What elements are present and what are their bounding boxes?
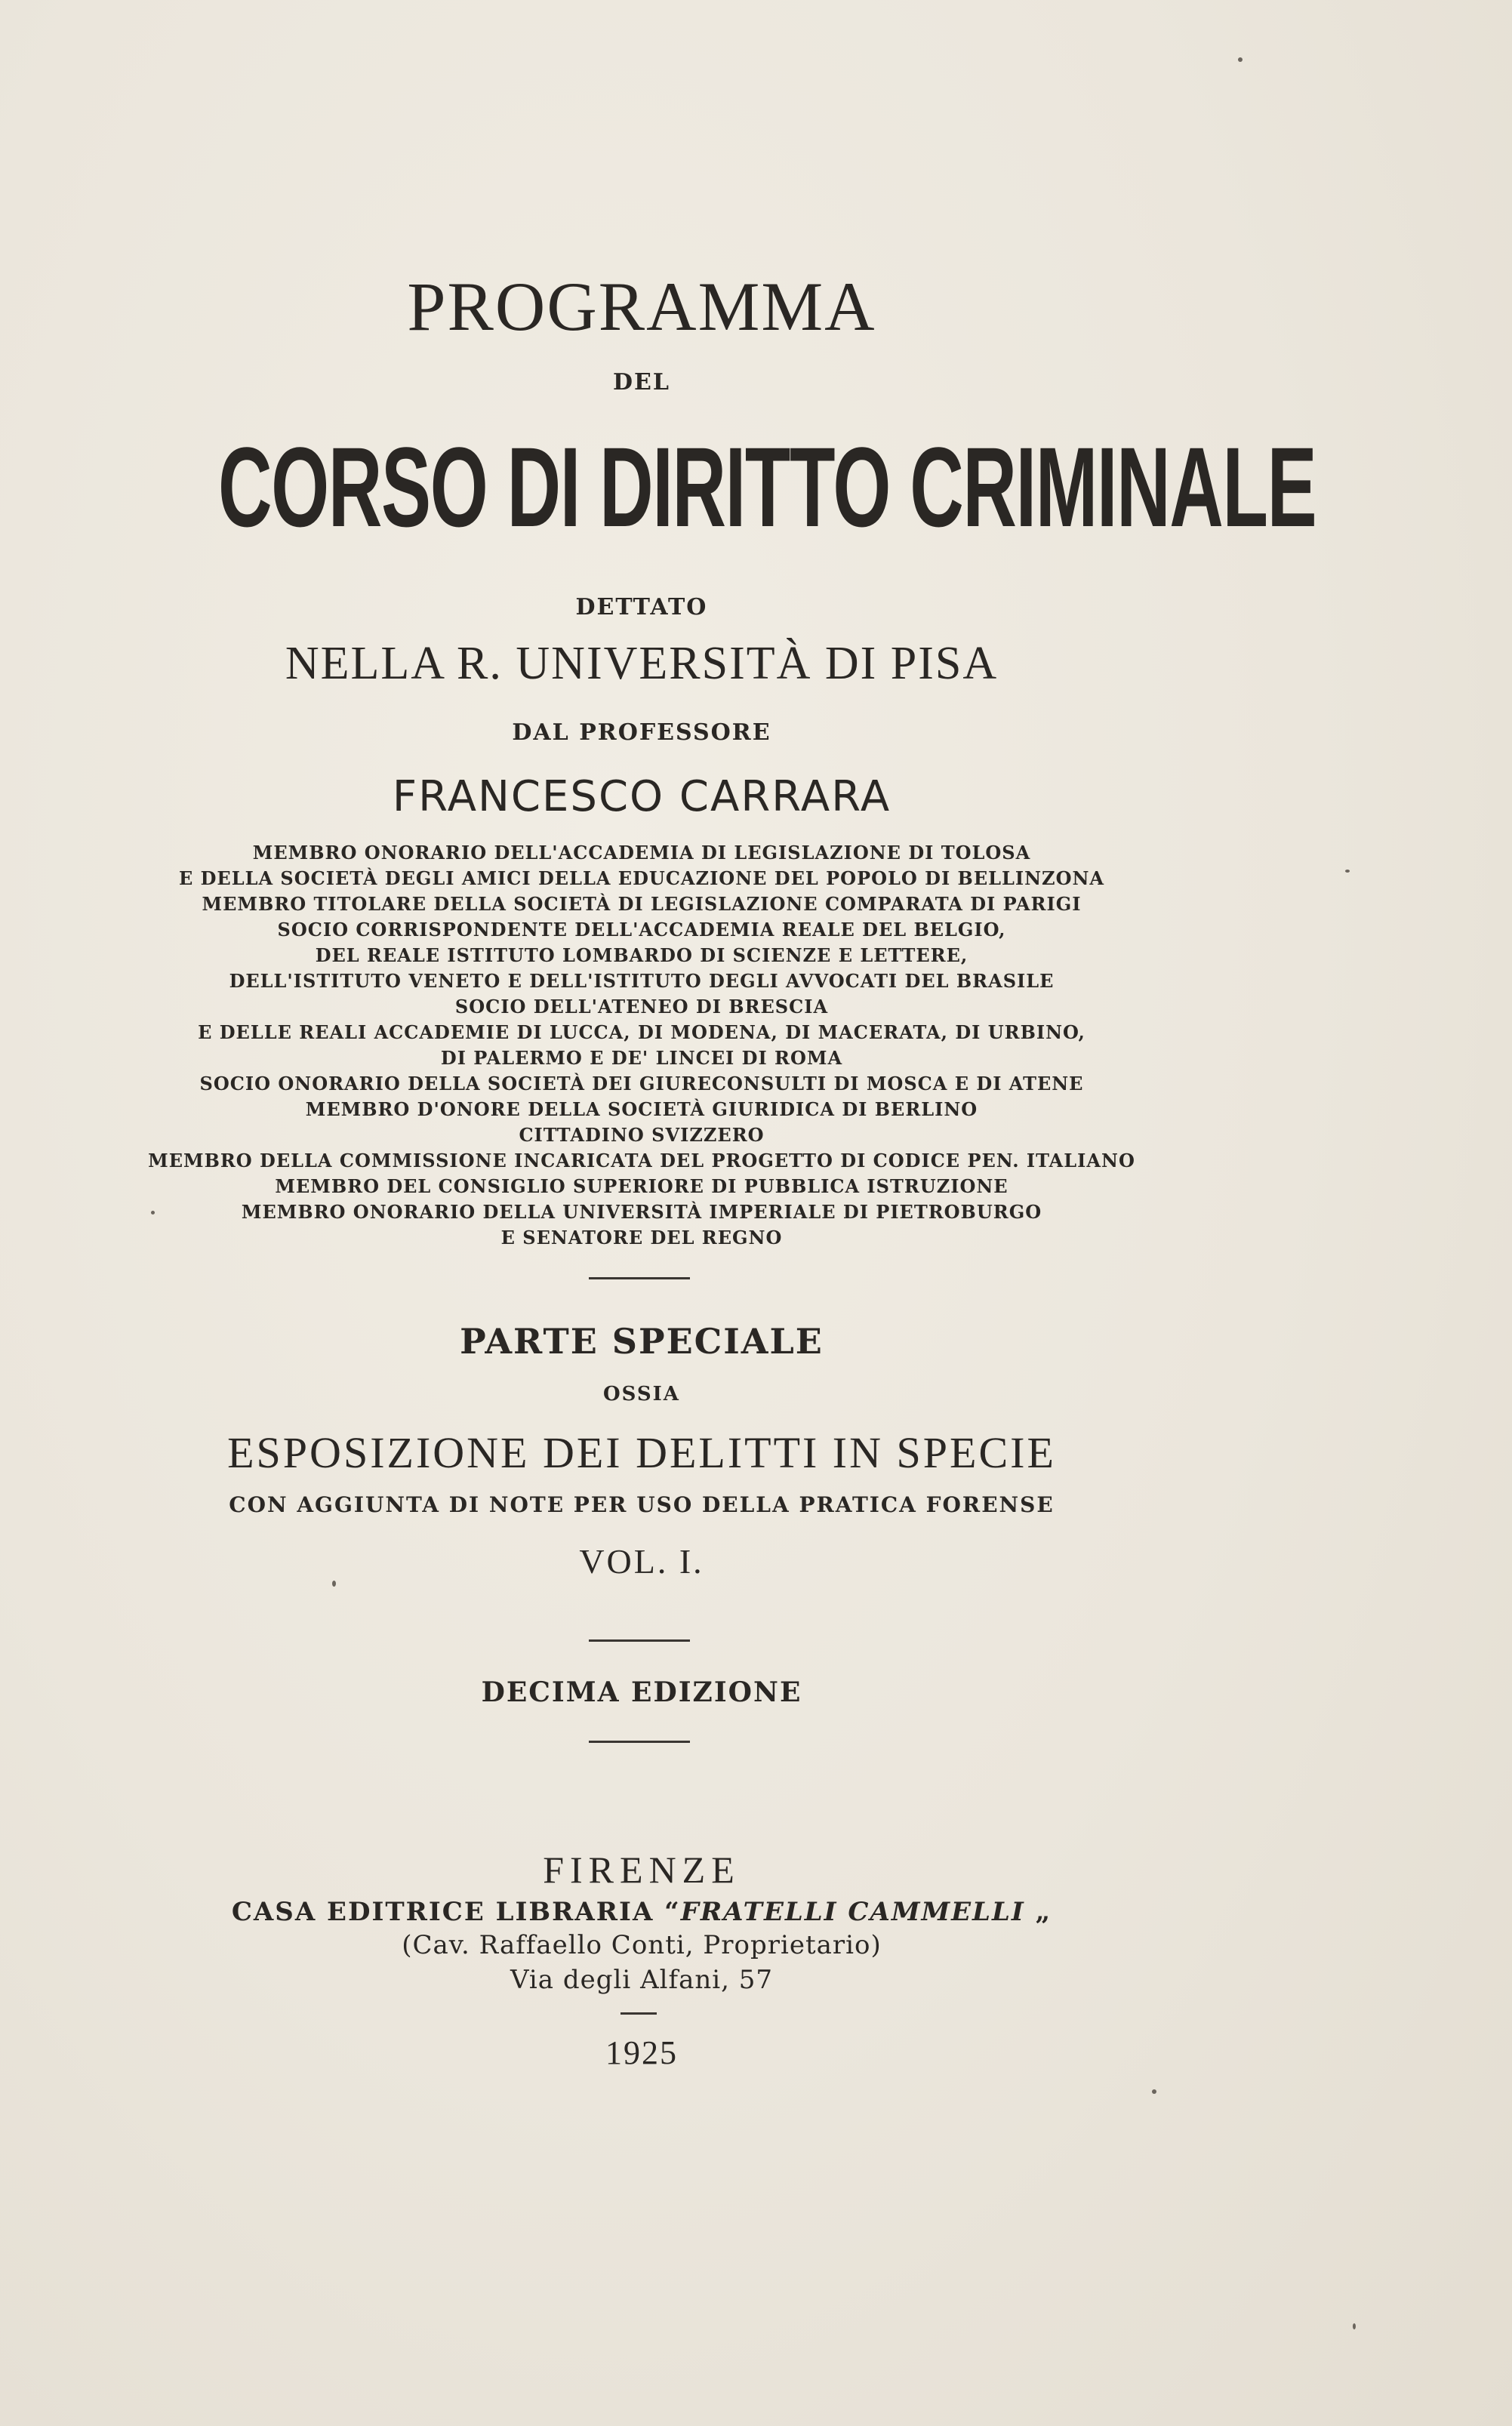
honor-line: MEMBRO D'ONORE DELLA SOCIETÀ GIURIDICA DI BERLINO [305,1098,978,1120]
divider-rule [589,1639,690,1642]
publisher-suffix: „ [1024,1897,1052,1927]
honor-line: CITTADINO SVIZZERO [519,1124,765,1146]
paper-speck [1238,57,1243,62]
imprint-address: Via degli Alfani, 57 [510,1965,774,1995]
honor-line: MEMBRO DELLA COMMISSIONE INCARICATA DEL PROGETTO DI CODICE PEN. ITALIANO [148,1150,1135,1171]
author-name: FRANCESCO CARRARA [392,772,891,821]
imprint-year: 1925 [605,2034,678,2071]
divider-rule [589,1277,690,1279]
volume-number: VOL. I. [579,1542,704,1581]
university-line: NELLA R. UNIVERSITÀ DI PISA [285,638,999,689]
dal-professore-label: DAL PROFESSORE [512,719,771,746]
honor-line: DELL'ISTITUTO VENETO E DELL'ISTITUTO DEGLI AVVOCATI DEL BRASILE [229,970,1055,992]
main-title: CORSO DI DIRITTO CRIMINALE [218,423,1316,550]
divider-rule [589,1741,690,1743]
honor-line: SOCIO ONORARIO DELLA SOCIETÀ DEI GIURECONSULTI DI MOSCA E DI ATENE [199,1073,1084,1094]
honor-line: MEMBRO TITOLARE DELLA SOCIETÀ DI LEGISLAZIONE COMPARATA DI PARIGI [202,893,1082,915]
dettato-label: DETTATO [575,594,708,620]
honor-line: DI PALERMO E DE' LINCEI DI ROMA [440,1047,843,1069]
divider-rule-short [621,2012,657,2015]
honor-line: SOCIO CORRISPONDENTE DELL'ACCADEMIA REALE DEL BELGIO, [277,919,1006,941]
publisher-name: FRATELLI CAMMELLI [680,1897,1025,1927]
honor-line: E DELLE REALI ACCADEMIE DI LUCCA, DI MODENA, DI MACERATA, DI URBINO, [198,1021,1085,1043]
honor-line: E SENATORE DEL REGNO [500,1227,783,1248]
paper-speck [332,1581,336,1587]
title-del: DEL [613,369,670,396]
paper-speck [151,1211,155,1215]
parte-speciale: PARTE SPECIALE [460,1321,824,1362]
honor-line: DEL REALE ISTITUTO LOMBARDO DI SCIENZE E LETTERE, [315,944,968,966]
title-programma: PROGRAMMA [407,268,876,345]
paper-speck [1152,2089,1156,2094]
honor-line: MEMBRO DEL CONSIGLIO SUPERIORE DI PUBBLICA ISTRUZIONE [275,1175,1009,1197]
honor-line: MEMBRO ONORARIO DELL'ACCADEMIA DI LEGISLAZIONE DI TOLOSA [252,842,1031,864]
ossia-label: OSSIA [603,1383,680,1405]
edition-label: DECIMA EDIZIONE [481,1676,802,1708]
paper-speck [1345,870,1350,873]
esposizione-title: ESPOSIZIONE DEI DELITTI IN SPECIE [227,1428,1056,1477]
honor-line: E DELLA SOCIETÀ DEGLI AMICI DELLA EDUCAZIONE DEL POPOLO DI BELLINZONA [178,867,1105,889]
honor-line: MEMBRO ONORARIO DELLA UNIVERSITÀ IMPERIALE DI PIETROBURGO [241,1201,1042,1223]
imprint-proprietor: (Cav. Raffaello Conti, Proprietario) [402,1930,882,1960]
imprint-publisher [0,1899,1283,1925]
paper-speck [1353,2323,1356,2329]
imprint-city: FIRENZE [543,1849,741,1891]
publisher-prefix: CASA EDITRICE LIBRARIA “ [231,1897,681,1927]
aggiunta-subtitle: CON AGGIUNTA DI NOTE PER USO DELLA PRATICA FORENSE [229,1492,1055,1517]
honor-line: SOCIO DELL'ATENEO DI BRESCIA [454,996,829,1018]
